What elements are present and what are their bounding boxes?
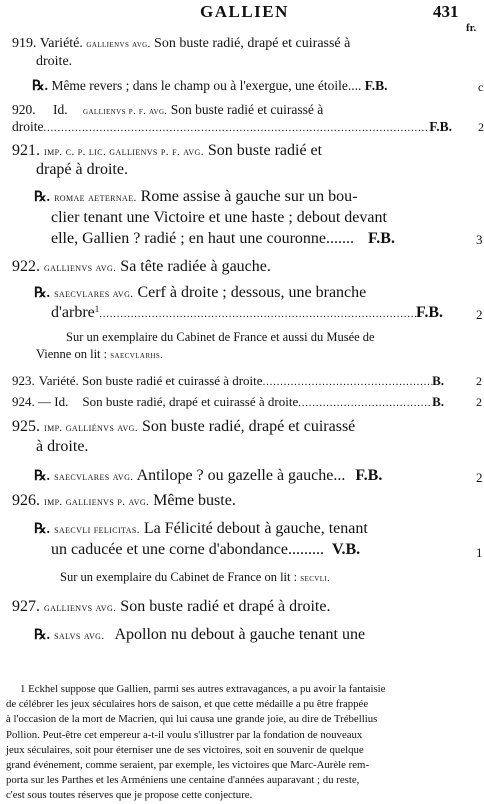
entry-922 <box>12 258 271 276</box>
note-legend: saecvlarhs. <box>110 351 163 361</box>
price-922r: 2 <box>476 307 483 322</box>
entry-number: 926. <box>12 492 40 509</box>
note-legend: secvli. <box>300 574 330 584</box>
entry-description: Son buste radié et <box>207 142 323 159</box>
reverse-legend: saecvlares avg. <box>54 288 134 300</box>
price-926r: 1 <box>476 545 483 560</box>
entry-number: 923. <box>12 373 35 388</box>
reverse-919 <box>32 78 388 95</box>
reverse-symbol: ℞. <box>34 286 51 301</box>
price-925r: 2 <box>476 470 483 485</box>
entry-description: Même buste. <box>153 492 236 509</box>
entry-number: 919. <box>12 36 37 51</box>
entry-id: Id. <box>53 102 68 117</box>
reverse-921-line2: clier tenant une Victoire et une haste ; debout devant <box>51 209 387 226</box>
page-number: 431 <box>433 2 459 21</box>
rarity: F.B. <box>416 304 443 321</box>
note-text: Vienne on lit : <box>36 347 108 361</box>
footnote-line: Pollion. Peut-être cet empereur a-t-il voulu s'illustrer par la fondation de nouveaux <box>6 728 363 741</box>
footnote-line: grand événement, comme seraient, par exemple, les victoires que Marc-Aurèle rem- <box>6 759 370 772</box>
footnote-line: porta sur les Parthes et les Arméniens une centaine d'années auparavant ; du reste, <box>6 774 360 787</box>
entry-description: Son buste radié, drapé et cuirassé <box>142 418 356 435</box>
entry-description: Variété. Son buste radié et cuirassé à droite <box>38 373 263 388</box>
entry-description: Son buste radié, drapé et cuirassé à <box>154 36 351 51</box>
reverse-922-line2 <box>51 304 443 322</box>
obverse-legend: imp. gallienvs p. avg. <box>44 496 150 508</box>
entry-920-line2 <box>12 119 452 135</box>
entry-921-line1 <box>12 142 322 160</box>
reverse-symbol: ℞. <box>34 522 51 537</box>
price-923: 2 <box>476 374 482 388</box>
entry-number: 921. <box>12 142 40 159</box>
leader-dots <box>44 119 430 135</box>
leader-dots <box>298 394 432 410</box>
obverse-legend: imp. galliénvs avg. <box>44 422 139 434</box>
reverse-legend: romae aeternae. <box>54 192 137 204</box>
rarity: F.B. <box>364 78 388 93</box>
entry-921-line2: drapé à droite. <box>36 161 128 178</box>
rarity: F.B. <box>368 230 395 247</box>
footnote-line: de célébrer les jeux séculaires hors de saison, et que cette médaille a pu être frappée <box>6 698 369 711</box>
reverse-926-line1 <box>34 520 368 538</box>
rarity: B. <box>432 373 444 388</box>
entry-description: Son buste radié et drapé à droite. <box>120 598 331 615</box>
reverse-legend: saecvli felicitas. <box>54 524 140 536</box>
rarity: V.B. <box>331 541 361 558</box>
reverse-symbol: ℞. <box>34 190 51 205</box>
footnote-line: c'est sous toutes réserves que je propose cette conjecture. <box>6 789 253 802</box>
note-922-line1: Sur un exemplaire du Cabinet de France et aussi du Musée de <box>66 330 375 344</box>
reverse-922-line1 <box>34 284 366 302</box>
rarity: F.B. <box>429 119 452 134</box>
footnote-line: 1 Eckhel suppose que Gallien, parmi ses autres extravagances, a pu avoir la fantaisie <box>20 683 386 695</box>
price-920: 2 <box>478 120 484 134</box>
leader-dots <box>99 304 416 322</box>
note-926 <box>60 570 330 585</box>
reverse-925 <box>34 467 382 485</box>
entry-925-line1 <box>12 418 355 436</box>
running-title: GALLIEN <box>200 2 289 21</box>
price-921r: 3 <box>476 232 483 247</box>
reverse-926-line2 <box>51 541 360 559</box>
note-text: Sur un exemplaire du Cabinet de France on lit : <box>60 570 298 584</box>
rarity: B. <box>432 394 444 409</box>
entry-924 <box>12 394 444 410</box>
reverse-921-line3 <box>51 230 395 248</box>
entry-variete: Variété. <box>39 36 83 51</box>
footnote-reference: 1 <box>94 304 100 314</box>
entry-number: 927. <box>12 598 40 615</box>
reverse-symbol: ℞. <box>32 79 49 94</box>
reverse-927 <box>34 626 365 644</box>
entry-description: Son buste radié et cuirassé à <box>170 102 324 117</box>
reverse-symbol: ℞. <box>34 469 51 484</box>
entry-description: droite <box>12 119 44 134</box>
footnote-line: jeux séculaires, soit pour éterniser une de ses victoires, soit en souvenir de quelque <box>6 743 364 756</box>
entry-919-line1 <box>12 36 350 52</box>
reverse-description: La Félicité debout à gauche, tenant <box>143 520 368 537</box>
reverse-description: Apollon nu debout à gauche tenant une <box>114 626 366 643</box>
entry-923 <box>12 373 444 389</box>
reverse-description: un caducée et une corne d'abondance......... <box>51 541 324 558</box>
reverse-921-line1 <box>34 188 358 206</box>
reverse-symbol: ℞. <box>34 628 51 643</box>
reverse-description: Même revers ; dans le champ ou à l'exergue, une étoile.... <box>51 78 362 93</box>
entry-925-line2: à droite. <box>36 438 89 455</box>
obverse-legend: gallienvs p. f. avg. <box>83 106 168 117</box>
entry-number: 925. <box>12 418 40 435</box>
obverse-legend: imp. c. p. lic. gallienvs p. f. avg. <box>44 146 204 158</box>
price-924: 2 <box>476 395 482 409</box>
entry-926 <box>12 492 236 510</box>
obverse-legend: gallienvs avg. <box>44 602 117 614</box>
rarity: F.B. <box>355 467 383 484</box>
entry-927 <box>12 598 330 616</box>
price-919r: c <box>478 80 484 94</box>
entry-number: 920. <box>12 102 36 117</box>
entry-number: 924. — Id. <box>12 394 69 409</box>
obverse-legend: gallienvs avg. <box>44 262 117 274</box>
footnote-line: à l'occasion de la mort de Macrien, qui lui causa une grande joie, au dire de Trébellius <box>6 713 378 726</box>
page-corner-mark: fr. <box>466 22 477 34</box>
entry-920-line1 <box>12 102 323 118</box>
entry-number: 922. <box>12 258 40 275</box>
reverse-legend: salvs avg. <box>54 630 105 642</box>
note-922-line2 <box>36 347 163 362</box>
entry-919-line2: droite. <box>36 54 73 69</box>
reverse-description: elle, Gallien ? radié ; en haut une couronne....... <box>51 230 354 247</box>
reverse-description: Antilope ? ou gazelle à gauche... <box>136 467 346 484</box>
reverse-description: d'arbre <box>51 304 95 321</box>
entry-description: Sa tête radiée à gauche. <box>120 258 271 275</box>
footnote <box>0 682 484 804</box>
reverse-description: Cerf à droite ; dessous, une branche <box>137 284 367 301</box>
leader-dots <box>263 373 433 389</box>
reverse-description: Rome assise à gauche sur un bou- <box>140 188 358 205</box>
entry-description: Son buste radié, drapé et cuirassé à droite <box>82 394 299 409</box>
reverse-legend: saecvlares avg. <box>54 471 134 483</box>
obverse-legend: gallienvs avg. <box>86 39 151 50</box>
